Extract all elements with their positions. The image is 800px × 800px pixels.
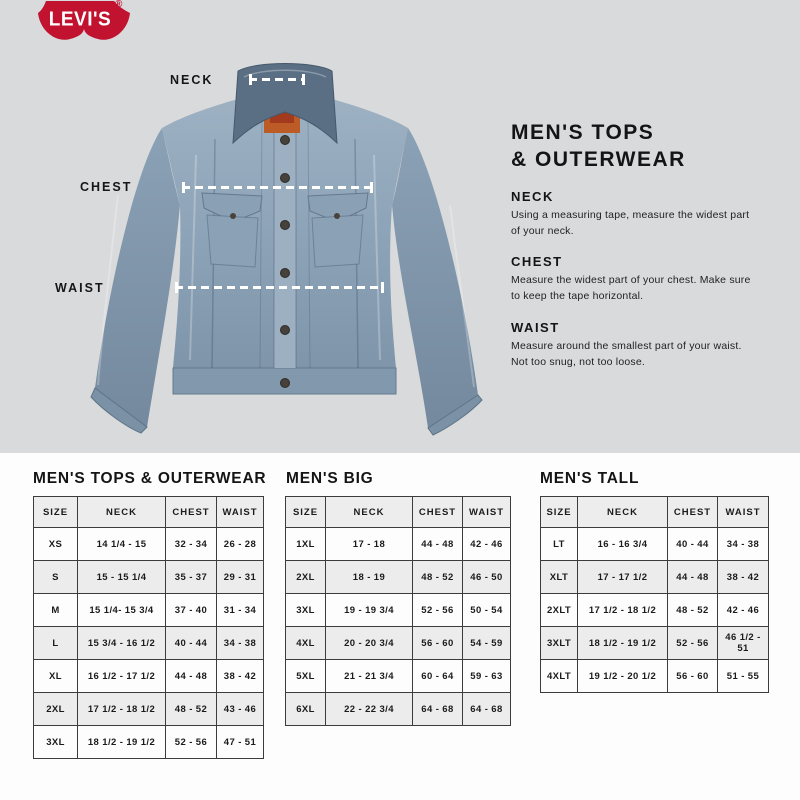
- size-table-big: [285, 496, 511, 726]
- size-table-tops-outerwear: [33, 496, 264, 759]
- neck-measure-label: NECK: [170, 73, 214, 87]
- measurement-cell: 16 1/2 - 17 1/2: [78, 660, 166, 693]
- measurement-cell: 15 3/4 - 16 1/2: [78, 627, 166, 660]
- measurement-cell: 50 - 54: [463, 594, 511, 627]
- header-row: [34, 497, 264, 528]
- measurement-cell: 40 - 44: [166, 627, 217, 660]
- waist-measure-line: [175, 286, 384, 289]
- measurement-cell: 15 1/4- 15 3/4: [78, 594, 166, 627]
- column-header: NECK: [78, 497, 166, 528]
- size-row: [286, 561, 511, 594]
- size-cell: XLT: [541, 561, 578, 594]
- waist-measure-label: WAIST: [55, 281, 105, 295]
- measurement-cell: 52 - 56: [166, 726, 217, 759]
- column-header: CHEST: [166, 497, 217, 528]
- line-endcap: [175, 282, 178, 293]
- measurement-cell: 18 1/2 - 19 1/2: [78, 726, 166, 759]
- line-endcap: [249, 74, 252, 85]
- measurement-cell: 31 - 34: [217, 594, 264, 627]
- measurement-cell: 47 - 51: [217, 726, 264, 759]
- size-table-tall: [540, 496, 769, 693]
- measurement-cell: 52 - 56: [413, 594, 463, 627]
- measurement-cell: 16 - 16 3/4: [578, 528, 668, 561]
- guide-chest-heading: CHEST: [511, 254, 563, 270]
- measurement-cell: 51 - 55: [718, 660, 769, 693]
- guide-neck-heading: NECK: [511, 188, 554, 204]
- size-cell: 3XL: [34, 726, 78, 759]
- measurement-cell: 34 - 38: [718, 528, 769, 561]
- measurement-cell: 43 - 46: [217, 693, 264, 726]
- measurement-cell: 22 - 22 3/4: [326, 693, 413, 726]
- header-row: [286, 497, 511, 528]
- measurement-cell: 34 - 38: [217, 627, 264, 660]
- measurement-cell: 17 - 17 1/2: [578, 561, 668, 594]
- column-header: CHEST: [413, 497, 463, 528]
- size-cell: M: [34, 594, 78, 627]
- measurement-cell: 14 1/4 - 15: [78, 528, 166, 561]
- column-header: WAIST: [217, 497, 264, 528]
- measurement-cell: 46 - 50: [463, 561, 511, 594]
- levis-logo-text: LEVI'S: [48, 8, 112, 31]
- measurement-cell: 42 - 46: [463, 528, 511, 561]
- measurement-cell: 64 - 68: [413, 693, 463, 726]
- measurement-cell: 56 - 60: [668, 660, 718, 693]
- guide-neck-text: Using a measuring tape, measure the widest part of your neck.: [511, 208, 750, 237]
- measurement-cell: 18 1/2 - 19 1/2: [578, 627, 668, 660]
- size-row: [34, 561, 264, 594]
- size-row: [541, 561, 769, 594]
- measurement-cell: 19 1/2 - 20 1/2: [578, 660, 668, 693]
- size-row: [286, 528, 511, 561]
- table-title-big: MEN'S BIG: [286, 470, 374, 487]
- measurement-cell: 44 - 48: [413, 528, 463, 561]
- measurement-cell: 35 - 37: [166, 561, 217, 594]
- size-row: [34, 660, 264, 693]
- measurement-cell: 56 - 60: [413, 627, 463, 660]
- size-cell: S: [34, 561, 78, 594]
- line-endcap: [182, 182, 185, 193]
- measurement-cell: 38 - 42: [718, 561, 769, 594]
- size-row: [286, 660, 511, 693]
- measuring-guide: [511, 120, 753, 370]
- line-endcap: [381, 282, 384, 293]
- measurement-cell: 59 - 63: [463, 660, 511, 693]
- size-cell: 3XLT: [541, 627, 578, 660]
- size-cell: XS: [34, 528, 78, 561]
- measurement-cell: 44 - 48: [166, 660, 217, 693]
- header-row: [541, 497, 769, 528]
- column-header: SIZE: [34, 497, 78, 528]
- measurement-cell: 17 1/2 - 18 1/2: [78, 693, 166, 726]
- size-row: [286, 594, 511, 627]
- size-row: [34, 693, 264, 726]
- measurement-cell: 18 - 19: [326, 561, 413, 594]
- denim-jacket-illustration: [78, 55, 488, 460]
- size-cell: L: [34, 627, 78, 660]
- neck-measure-line: [249, 78, 305, 81]
- guide-waist-heading: WAIST: [511, 319, 560, 335]
- measurement-cell: 40 - 44: [668, 528, 718, 561]
- line-endcap: [370, 182, 373, 193]
- measurement-cell: 64 - 68: [463, 693, 511, 726]
- measurement-cell: 17 1/2 - 18 1/2: [578, 594, 668, 627]
- size-row: [286, 693, 511, 726]
- measurement-cell: 20 - 20 3/4: [326, 627, 413, 660]
- size-row: [34, 627, 264, 660]
- size-cell: 2XLT: [541, 594, 578, 627]
- size-row: [541, 627, 769, 660]
- size-cell: 4XL: [286, 627, 326, 660]
- size-cell: 2XL: [286, 561, 326, 594]
- size-row: [34, 594, 264, 627]
- size-cell: 4XLT: [541, 660, 578, 693]
- size-cell: LT: [541, 528, 578, 561]
- guide-waist-text: Measure around the smallest part of your waist. Not too snug, not too loose.: [511, 339, 742, 368]
- size-row: [541, 594, 769, 627]
- chest-measure-label: CHEST: [80, 180, 133, 194]
- table-title-tops-outerwear: MEN'S TOPS & OUTERWEAR: [33, 470, 267, 487]
- size-row: [541, 660, 769, 693]
- size-cell: 6XL: [286, 693, 326, 726]
- measurement-cell: 60 - 64: [413, 660, 463, 693]
- size-cell: 3XL: [286, 594, 326, 627]
- measurement-cell: 52 - 56: [668, 627, 718, 660]
- line-endcap: [302, 74, 305, 85]
- measurement-cell: 15 - 15 1/4: [78, 561, 166, 594]
- measurement-cell: 19 - 19 3/4: [326, 594, 413, 627]
- measurement-cell: 48 - 52: [413, 561, 463, 594]
- measurement-cell: 42 - 46: [718, 594, 769, 627]
- column-header: NECK: [326, 497, 413, 528]
- size-cell: 5XL: [286, 660, 326, 693]
- column-header: WAIST: [463, 497, 511, 528]
- column-header: SIZE: [286, 497, 326, 528]
- measurement-cell: 32 - 34: [166, 528, 217, 561]
- measurement-cell: 48 - 52: [166, 693, 217, 726]
- measurement-cell: 44 - 48: [668, 561, 718, 594]
- size-row: [286, 627, 511, 660]
- measurement-cell: 46 1/2 - 51: [718, 627, 769, 660]
- size-row: [34, 528, 264, 561]
- measurement-cell: 37 - 40: [166, 594, 217, 627]
- size-row: [34, 726, 264, 759]
- guide-title: [511, 120, 753, 174]
- size-cell: XL: [34, 660, 78, 693]
- guide-title-line2: & OUTERWEAR: [511, 147, 686, 171]
- measurement-cell: 17 - 18: [326, 528, 413, 561]
- size-cell: 2XL: [34, 693, 78, 726]
- measurement-cell: 38 - 42: [217, 660, 264, 693]
- guide-title-line1: MEN'S TOPS: [511, 121, 655, 144]
- right-sleeve: [392, 128, 482, 435]
- column-header: WAIST: [718, 497, 769, 528]
- size-cell: 1XL: [286, 528, 326, 561]
- column-header: SIZE: [541, 497, 578, 528]
- measurement-cell: 48 - 52: [668, 594, 718, 627]
- measurement-cell: 21 - 21 3/4: [326, 660, 413, 693]
- chest-measure-line: [182, 186, 373, 189]
- registered-trademark: ®: [115, 0, 123, 10]
- column-header: NECK: [578, 497, 668, 528]
- measurement-cell: 54 - 59: [463, 627, 511, 660]
- guide-chest-text: Measure the widest part of your chest. Make sure to keep the tape horizontal.: [511, 274, 751, 302]
- levis-logo: [38, 0, 130, 52]
- measurement-cell: 29 - 31: [217, 561, 264, 594]
- size-row: [541, 528, 769, 561]
- column-header: CHEST: [668, 497, 718, 528]
- table-title-tall: MEN'S TALL: [540, 470, 640, 487]
- measurement-cell: 26 - 28: [217, 528, 264, 561]
